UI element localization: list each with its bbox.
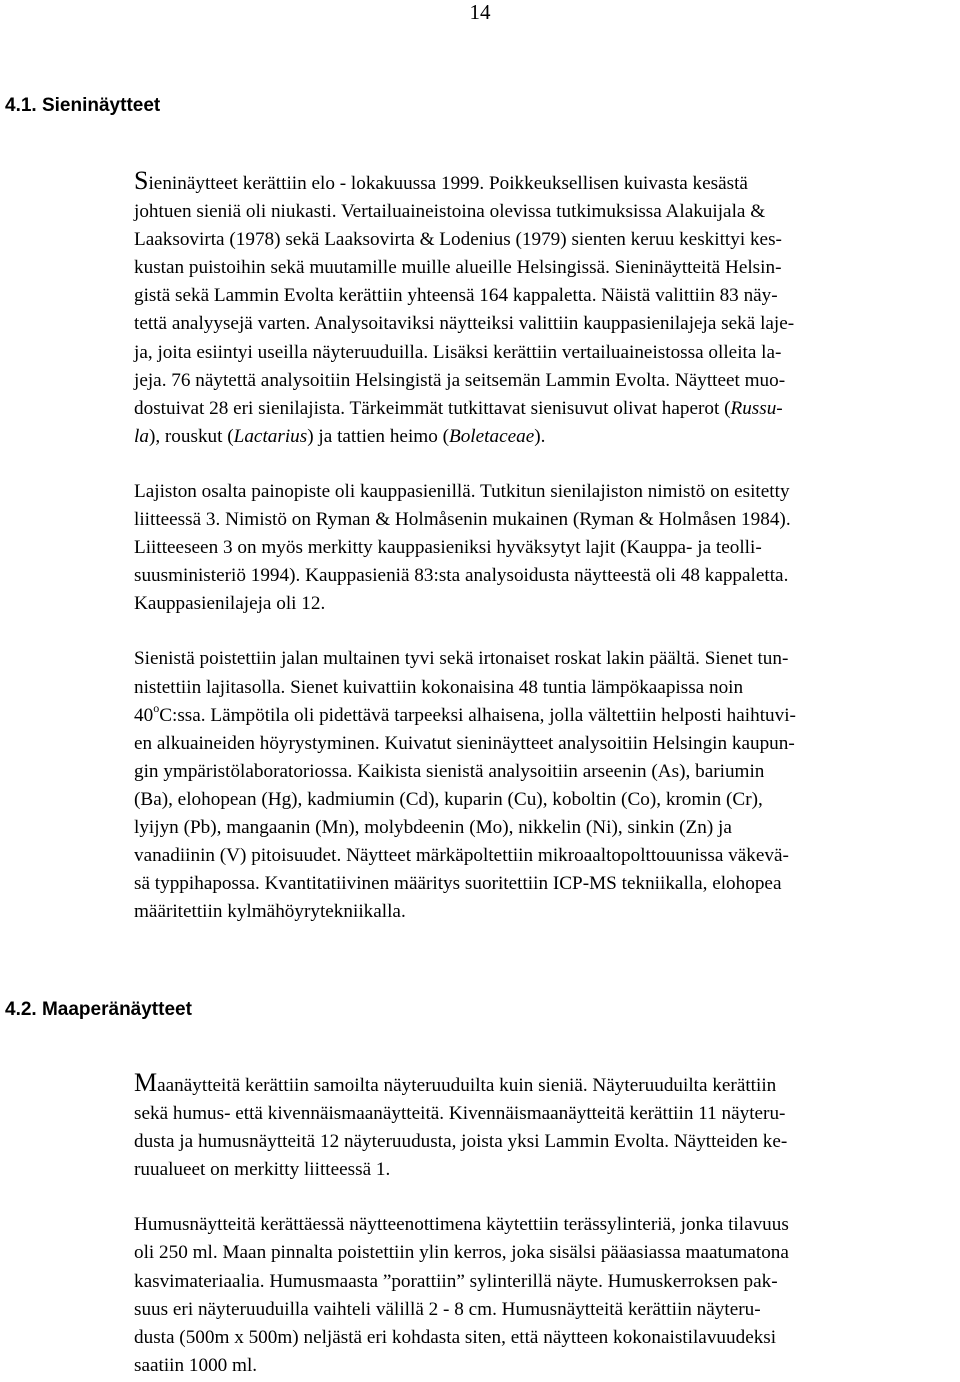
paragraph: Sienistä poistettiin jalan multainen tyvi sekä irtonaiset roskat lakin päältä. Sienet tun- nistettiin lajitasolla. Sienet kuivattiin kokonaisina 48 tuntia lämpökaapissa noin 40$^o$C:ssa. Lämpötila oli pidettävä tarpeeksi alhaisena, jolla vältettiin helposti haihtuvi- en alkuaineiden höyrystyminen. Kuivatut sieninäytteet analysoitiin Helsingin kaupun- gin ympäristölaboratoriossa. Kaikista sienistä analysoitiin arseenin (As), bariumin (Ba), elohopean (Hg), kadmiumin (Cd), kuparin (Cu), koboltin (Co), kromin (Cr), lyijyn (Pb), mangaanin (Mn), molybdeenin (Mo), nikkelin (Ni), sinkin (Zn) ja vanadiinin (V) pitoisuudet. Näytteet märkäpoltettiin mikroaaltopolttouunissa väkevä- sä typpihapossa. Kvantitatiivinen määritys suoritettiin ICP-MS tekniikalla, elohopea määritettiin kylmähöyrytekniikalla. bbox=[134, 648, 796, 923]
section-body-maaperanaytteet bbox=[134, 1068, 946, 1380]
drop-cap: M bbox=[134, 1068, 158, 1097]
paragraph: Maanäytteitä kerättiin samoilta näyteruuduilta kuin sieniä. Näyteruuduilta kerättiin sekä humus- että kivennäismaanäytteitä. Kivennäismaanäytteitä kerättiin 11 näyteru- dusta ja humusnäytteitä 12 näyteruudusta, joista yksi Lammin Evolta. Näytteiden ke- ruualueet on merkitty liitteessä 1. bbox=[134, 1068, 788, 1181]
paragraph: Sieninäytteet kerättiin elo - lokakuussa 1999. Poikkeuksellisen kuivasta kesästä johtuen sieniä oli niukasti. Vertailuaineistoina olevissa tutkimuksissa Alakuijala & Laaksovirta (1978) sekä Laaksovirta & Lodenius (1979) sienten keruu keskittyi kes- kustan puistoihin sekä muutamille muille alueille Helsingissä. Sieninäytteitä Helsin- gistä sekä Lammin Evolta kerättiin yhteensä 164 kappaletta. Näistä valittiin 83 näy- tettä analyysejä varten. Analysoitaviksi näytteiksi valittiin kauppasienilajeja sekä laje- ja, joita esiintyi useilla näyteruuduilla. Lisäksi kerättiin vertailuaineistossa olleita la- jeja. 76 näytettä analysoitiin Helsingistä ja seitsemän Lammin Evolta. Näytteet muo- dostuivat 28 eri sienilajista. Tärkeimmät tutkittavat sienisuvut olivat haperot (Russu- la), rouskut (Lactarius) ja tattien heimo (Boletaceae). bbox=[134, 166, 795, 447]
paragraph: Lajiston osalta painopiste oli kauppasienillä. Tutkitun sienilajiston nimistö on esitetty liitteessä 3. Nimistö on Ryman & Holmåsenin mukainen (Ryman & Holmåsen 1984). Liitteeseen 3 on myös merkitty kauppasieniksi hyväksytyt lajit (Kauppa- ja teolli- suusministeriö 1994). Kauppasieniä 83:sta analysoidusta näytteestä oli 48 kappaletta. Kauppasienilajeja oli 12. bbox=[134, 480, 791, 615]
section-body-sieninaytteet bbox=[134, 166, 946, 926]
section-heading-sieninaytteet: 4.1. Sieninäytteet bbox=[5, 95, 161, 116]
section-heading-maaperanaytteet: 4.2. Maaperänäytteet bbox=[5, 999, 192, 1020]
page-number: 14 bbox=[469, 0, 491, 24]
paragraph: Humusnäytteitä kerättäessä näytteenottimena käytettiin terässylinteriä, jonka tilavuus oli 250 ml. Maan pinnalta poistettiin ylin kerros, joka sisälsi pääasiassa maatumatona kasvimateriaalia. Humusmaasta ”porattiin” sylinterillä näyte. Humuskerroksen pak- suus eri näyteruuduilla vaihteli välillä 2 - 8 cm. Humusnäytteitä kerättiin näyteru- dusta (500m x 500m) neljästä eri kohdasta siten, että näytteen kokonaistilavuudeksi saatiin 1000 ml. bbox=[134, 1214, 789, 1376]
drop-cap: S bbox=[134, 166, 149, 195]
